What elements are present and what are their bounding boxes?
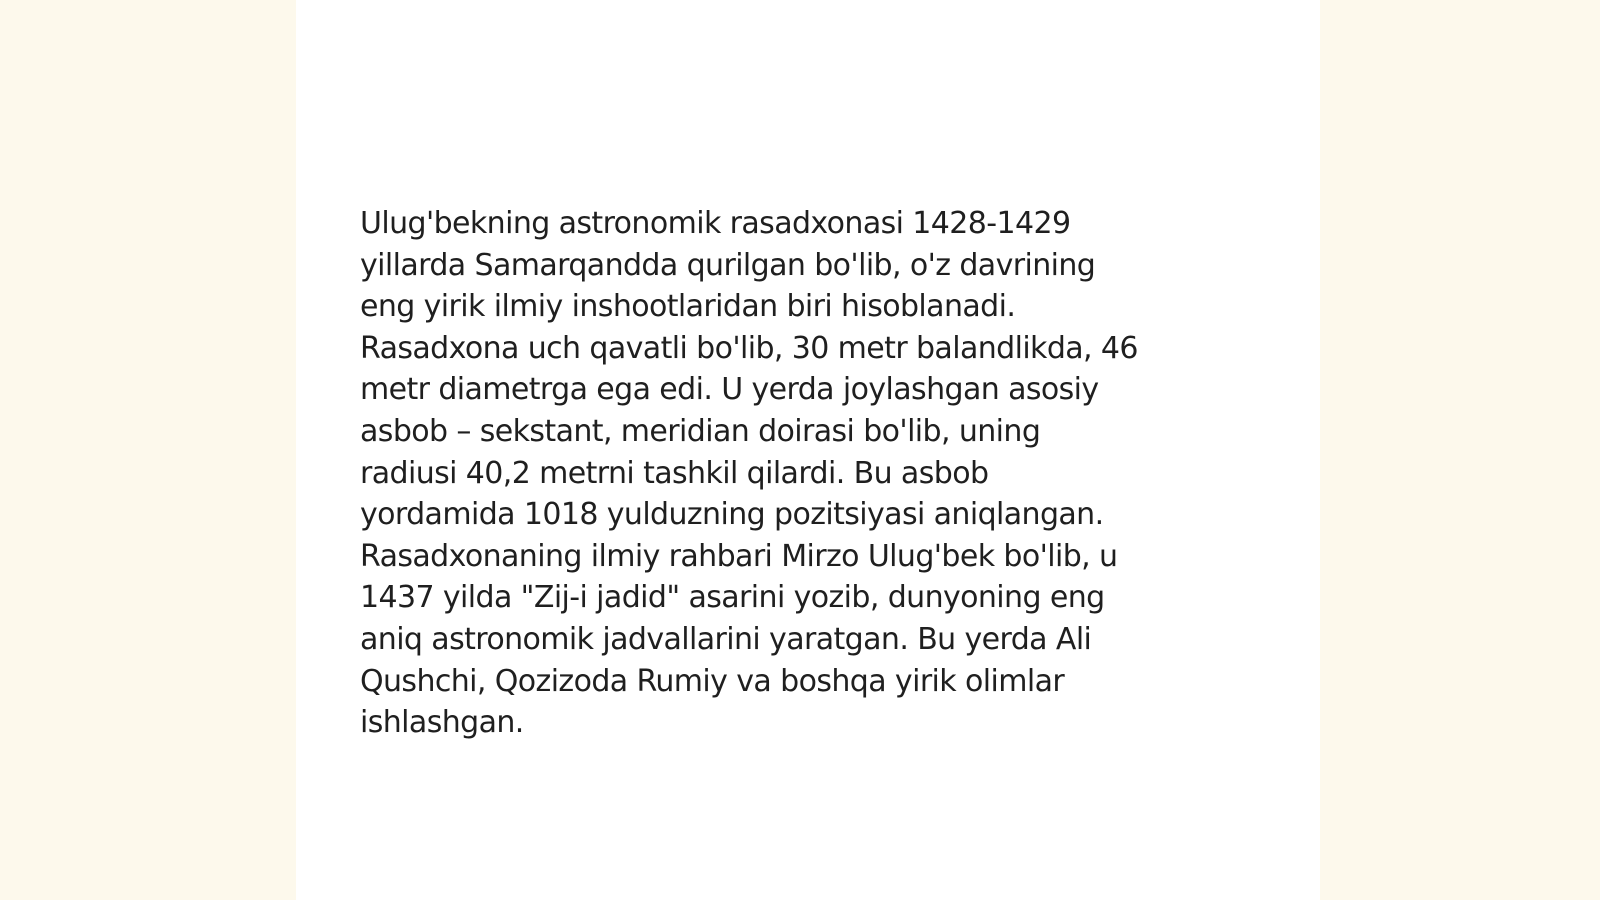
body-paragraph: Ulug'bekning astronomik rasadxonasi 1428-1429 yillarda Samarqandda qurilgan bo'lib, o'z davrining eng yirik ilmiy inshootlaridan biri hisoblanadi. Rasadxona uch qavatli bo'lib, 30 metr balandlikda, 46 metr diametrga ega edi. U yerda joylashgan asosiy asbob – sekstant, meridian doirasi bo'lib, uning radiusi 40,2 metrni tashkil qilardi. Bu asbob yordamida 1018 yulduzning pozitsiyasi aniqlangan. Rasadxonaning ilmiy rahbari Mirzo Ulug'bek bo'lib, u 1437 yilda "Zij-i jadid" asarini yozib, dunyoning eng aniq astronomik jadvallarini yaratgan. Bu yerda Ali Qushchi, Qozizoda Rumiy va boshqa yirik olimlar ishlashgan. bbox=[360, 206, 1138, 741]
document-page bbox=[296, 0, 1320, 900]
